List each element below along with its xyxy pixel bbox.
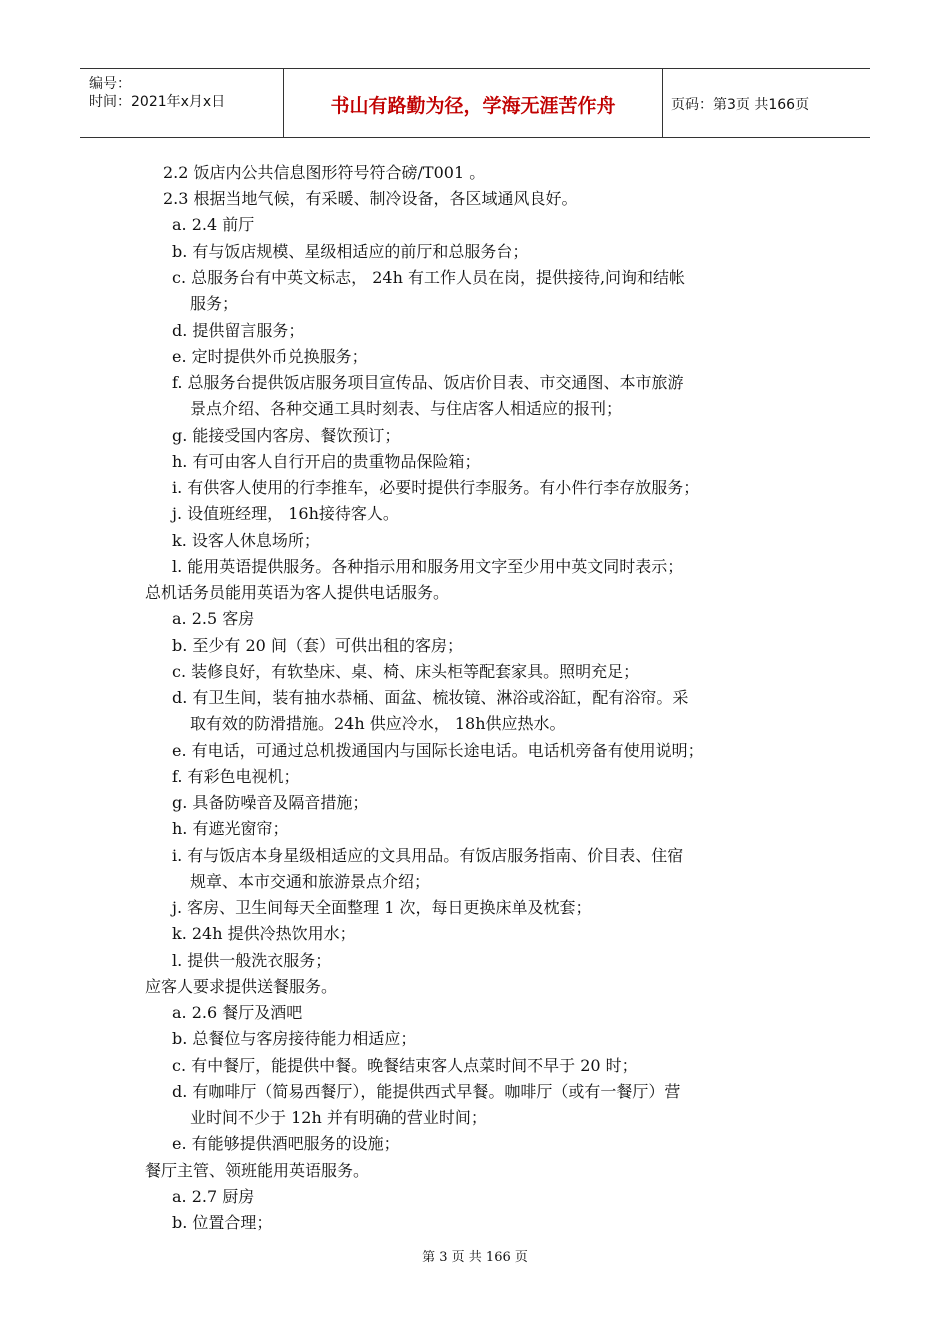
text-line: 总机话务员能用英语为客人提供电话服务。 xyxy=(145,583,450,602)
text-line: h. 有遮光窗帘； xyxy=(172,819,289,838)
text-line: i. 有供客人使用的行李推车，必要时提供行李服务。有小件行李存放服务； xyxy=(172,478,700,497)
text-line: a. 2.4 前厅 xyxy=(172,215,255,234)
text-line: a. 2.7 厨房 xyxy=(172,1187,255,1206)
header-center-cell xyxy=(283,69,663,137)
text-line: c. 总服务台有中英文标志， 24h 有工作人员在岗，提供接待,问询和结帐 xyxy=(172,268,686,287)
text-line: b. 至少有 20 间（套）可供出租的客房； xyxy=(172,636,463,655)
text-line: b. 总餐位与客房接待能力相适应； xyxy=(172,1029,417,1048)
text-line: g. 具备防噪音及隔音措施； xyxy=(172,793,369,812)
text-line: g. 能接受国内客房、餐饮预订； xyxy=(172,426,401,445)
text-line: l. 提供一般洗衣服务； xyxy=(172,951,332,970)
text-line: 服务； xyxy=(190,294,239,313)
text-line: f. 总服务台提供饭店服务项目宣传品、饭店价目表、市交通图、本市旅游 xyxy=(172,373,684,392)
text-line: b. 有与饭店规模、星级相适应的前厅和总服务台； xyxy=(172,242,529,261)
text-line: l. 能用英语提供服务。各种指示用和服务用文字至少用中英文同时表示； xyxy=(172,557,684,576)
text-line: f. 有彩色电视机； xyxy=(172,767,300,786)
text-line: 2.2 饭店内公共信息图形符号符合磅/T001 。 xyxy=(163,163,486,182)
text-line: d. 有卫生间，装有抽水恭桶、面盆、梳妆镜、淋浴或浴缸，配有浴帘。采 xyxy=(172,688,689,707)
text-line: d. 有咖啡厅（简易西餐厅），能提供西式早餐。咖啡厅（或有一餐厅）营 xyxy=(172,1082,681,1101)
text-line: 2.3 根据当地气候，有采暖、制冷设备，各区域通风良好。 xyxy=(163,189,578,208)
text-line: e. 有能够提供酒吧服务的设施； xyxy=(172,1134,400,1153)
document-code-label: 编号： xyxy=(89,76,131,92)
text-line: 应客人要求提供送餐服务。 xyxy=(145,977,338,996)
header-table xyxy=(80,68,870,138)
document-date-label: 时间：2021年x月x日 xyxy=(89,94,226,110)
text-line: 规章、本市交通和旅游景点介绍； xyxy=(190,872,431,891)
text-line: e. 有电话，可通过总机拨通国内与国际长途电话。电话机旁备有使用说明； xyxy=(172,741,704,760)
text-line: a. 2.5 客房 xyxy=(172,609,255,628)
text-line: 餐厅主管、领班能用英语服务。 xyxy=(145,1161,370,1180)
header-page-label: 页码：第3页 共166页 xyxy=(671,97,810,113)
text-line: 景点介绍、各种交通工具时刻表、与住店客人相适应的报刊； xyxy=(190,399,623,418)
text-line: i. 有与饭店本身星级相适应的文具用品。有饭店服务指南、价目表、住宿 xyxy=(172,846,684,865)
header-right-cell xyxy=(662,69,870,137)
text-line: j. 客房、卫生间每天全面整理 1 次，每日更换床单及枕套； xyxy=(172,898,592,917)
text-line: b. 位置合理； xyxy=(172,1213,273,1232)
text-line: e. 定时提供外币兑换服务； xyxy=(172,347,368,366)
header-motto: 书山有路勤为径，学海无涯苦作舟 xyxy=(330,95,616,117)
text-line: c. 装修良好，有软垫床、桌、椅、床头柜等配套家具。照明充足； xyxy=(172,662,640,681)
text-line: 取有效的防滑措施。24h 供应冷水， 18h供应热水。 xyxy=(190,714,566,733)
text-line: k. 设客人休息场所； xyxy=(172,531,320,550)
text-line: j. 设值班经理， 16h接待客人。 xyxy=(172,504,399,523)
text-line: a. 2.6 餐厅及酒吧 xyxy=(172,1003,303,1022)
text-line: c. 有中餐厅，能提供中餐。晚餐结束客人点菜时间不早于 20 时； xyxy=(172,1056,638,1075)
page-footer: 第 3 页 共 166 页 xyxy=(422,1250,528,1265)
text-line: 业时间不少于 12h 并有明确的营业时间； xyxy=(190,1108,487,1127)
header-left-cell xyxy=(80,69,283,137)
text-line: k. 24h 提供冷热饮用水； xyxy=(172,924,356,943)
text-line: d. 提供留言服务； xyxy=(172,321,305,340)
text-line: h. 有可由客人自行开启的贵重物品保险箱； xyxy=(172,452,481,471)
